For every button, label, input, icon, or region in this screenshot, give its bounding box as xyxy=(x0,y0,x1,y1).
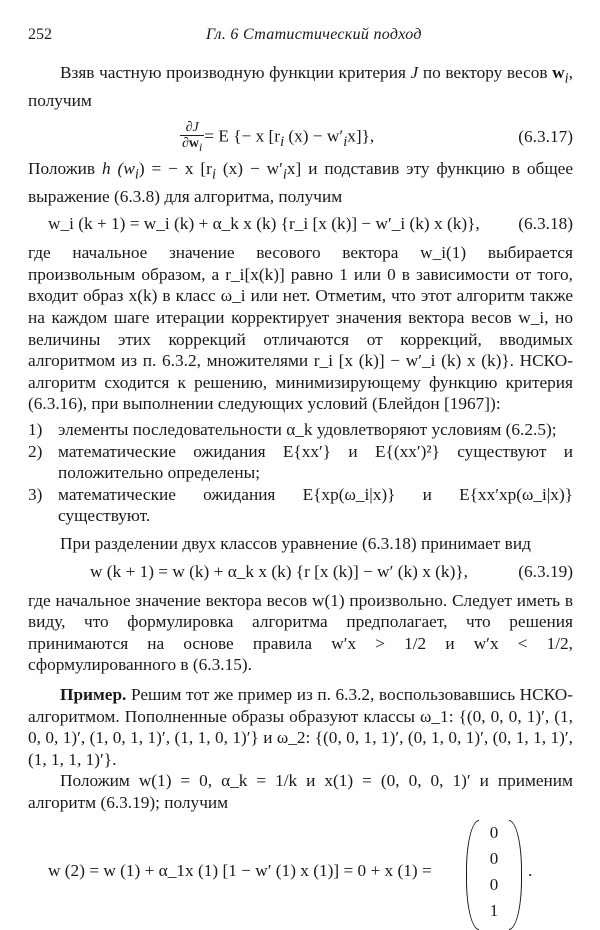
equation-formula: w_i (k + 1) = w_i (k) + α_k x (k) {r_i [x (k)] − w′_i (k) x (k)}, xyxy=(48,214,480,234)
equation-w2 xyxy=(28,820,573,930)
paragraph-two-classes: При разделении двух классов уравнение (6.3.18) принимает вид xyxy=(60,534,531,553)
paragraph-example: Пример. Решим тот же пример из п. 6.3.2, воспользовавшись НСКО-алгоритмом. Пополненные образы образуют классы ω_1: {(0, 0, 0, 1)′, (1, 0, 0, 1)′, (1, 0, 1, 1)′, (1, 1, 0, 1)′} и ω_2: {(0, 0, 1, 1)′, (0, 1, 0, 1)′, (0, 1, 1, 1)′, (1, 1, 1, 1)′}. xyxy=(28,684,573,769)
equation-formula: w (k + 1) = w (k) + α_k x (k) {r [x (k)] − w′ (k) x (k)}, xyxy=(90,561,468,581)
vector-element: 0 xyxy=(489,848,499,868)
running-head: Гл. 6 Статистический подход xyxy=(206,26,422,43)
paragraph-algorithm-description: где начальное значение весового вектора w_i(1) выбирается произвольным образом, а r_i[x(k)] равно 1 или 0 в зависимости от того, входит образ x(k) в класс ω_i или нет. Отметим, что этот алгоритм также на каждом шаге итерации корректирует значения вектора весов w_i, но величины этих коррекций отличаются от коррекций, вводимых алгоритмом из п. 6.3.2, множителями r_i [x (k)] − w′_i (k) x (k)}. НСКО-алгоритм сходится к решению, минимизирующему функцию критерия (6.3.16), при выполнении следующих условий (Блейдон [1967]): xyxy=(28,243,573,414)
equation-6-3-18 xyxy=(28,213,573,238)
equation-6-3-17: $\frac{\partial J}{\partial w_i}$ = E {− x [$r_i$ $(x) - w'_ix$]}, (6.3.17) xyxy=(182,119,573,154)
paragraph-substitution: Положив h $(w_i)$ = − x [$r_i$ $(x) - w'_ix$] и подставив эту функцию в общее выражение (6.3.8) для алгоритма, получим xyxy=(28,158,573,206)
equation-number: (6.3.19) xyxy=(518,561,573,581)
condition-item: 1) элементы последовательности α_k удовлетворяют условиям (6.2.5); xyxy=(28,420,557,440)
condition-item: 2) математические ожидания E{xx′} и E{(xx′)²} существуют и положительно определены; xyxy=(28,441,573,483)
equation-formula: w (2) = w (1) + α_1x (1) [1 − w′ (1) x (1)] = 0 + x (1) = xyxy=(48,860,432,880)
vector-element: 1 xyxy=(489,900,499,920)
conditions-list xyxy=(28,419,573,527)
vector-element: 0 xyxy=(489,874,499,894)
period: . xyxy=(528,860,533,880)
paragraph-apply-algorithm: Положим w(1) = 0, α_k = 1/k и x(1) = (0, 0, 0, 1)′ и применим алгоритм (6.3.19); получим xyxy=(28,771,573,812)
paragraph-initial-weights: где начальное значение вектора весов w(1) произвольно. Следует иметь в виду, что формулировка алгоритма предполагает, что решения принимаются на основе правила w′x > 1/2 и w′x < 1/2, сформулированного в (6.3.15). xyxy=(28,590,573,675)
equation-number: (6.3.18) xyxy=(518,214,573,234)
vector-element: 0 xyxy=(489,822,499,842)
page-header xyxy=(28,26,570,48)
equation-6-3-19 xyxy=(28,561,573,586)
page-body xyxy=(28,62,573,930)
example-label: Пример. xyxy=(60,684,127,704)
partial-derivative-fraction: $\frac{\partial J}{\partial w_i}$ xyxy=(182,119,203,154)
condition-item: 3) математические ожидания E{xp(ω_i|x)} и E{xx′xp(ω_i|x)} существуют. xyxy=(28,484,573,526)
paragraph-derivative: Взяв частную производную функции критерия J по вектору весов $w_i$, получим xyxy=(28,63,573,111)
page-number: 252 xyxy=(28,26,52,43)
column-vector xyxy=(466,820,522,928)
equation-number: (6.3.17) xyxy=(518,126,573,146)
